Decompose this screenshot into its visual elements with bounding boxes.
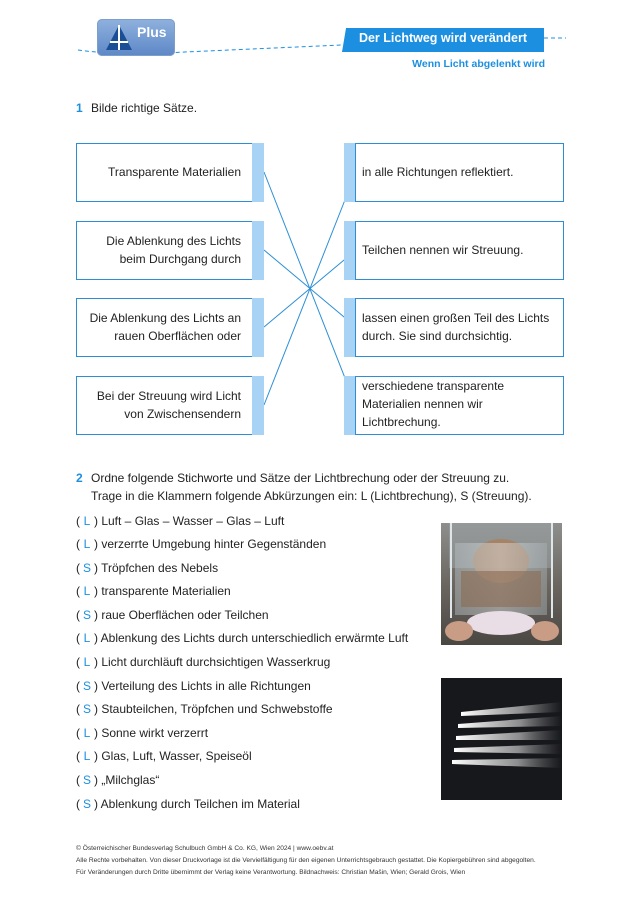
footer-rights: Alle Rechte vorbehalten. Von dieser Druckvorlage ist die Vervielfältigung für den eigenen Unterrichtsgebrauch gestattet. Die Kopiergebühren sind abgegolten. [76,857,536,864]
left-text-3: Die Ablenkung des Lichts an rauen Oberflächen oder [89,311,241,343]
right-text-2: Teilchen nennen wir Streuung. [362,243,524,257]
answer-code[interactable]: L [83,537,91,551]
left-text-2: Die Ablenkung des Lichts beim Durchgang durch [106,234,241,266]
answer-row-13: ( S ) Ablenkung durch Teilchen im Material [76,797,300,811]
answer-code[interactable]: L [83,726,91,740]
answer-row-5: ( S ) raue Oberflächen oder Teilchen [76,608,269,622]
answer-code[interactable]: S [82,797,91,811]
answer-row-10: ( L ) Sonne wirkt verzerrt [76,726,209,740]
answer-row-1: ( L ) Luft – Glas – Wasser – Glas – Luft [76,514,285,528]
task2-instruction-2: Trage in die Klammern folgende Abkürzungen ein: L (Lichtbrechung), S (Streuung). [91,489,532,503]
answer-row-2: ( L ) verzerrte Umgebung hinter Gegenständen [76,537,327,551]
answer-row-9: ( S ) Staubteilchen, Tröpfchen und Schwebstoffe [76,702,333,716]
answer-row-4: ( L ) transparente Materialien [76,584,231,598]
answer-code[interactable]: S [82,679,91,693]
answer-code[interactable]: L [83,584,91,598]
task1-number: 1 [76,101,83,115]
answer-row-7: ( L ) Licht durchläuft durchsichtigen Wasserkrug [76,655,331,669]
answer-row-12: ( S ) „Milchglas“ [76,773,160,787]
answer-row-8: ( S ) Verteilung des Lichts in alle Richtungen [76,679,311,693]
answer-code[interactable]: L [83,655,91,669]
footer-credits: Für Veränderungen durch Dritte übernimmt der Verlag keine Verantwortung. Bildnachweis: Christian Mašin, Wien; Gerald Grois, Wien [76,869,466,876]
answer-row-6: ( L ) Ablenkung des Lichts durch unterschiedlich erwärmte Luft [76,631,409,645]
logo-text: Plus [137,24,167,40]
left-text-1: Transparente Materialien [108,165,241,179]
photo-light-rays [441,678,562,800]
answer-code[interactable]: L [83,749,91,763]
left-text-4: Bei der Streuung wird Licht von Zwischensendern [96,389,241,421]
task1-instruction: Bilde richtige Sätze. [91,101,198,115]
right-text-1: in alle Richtungen reflektiert. [362,165,514,179]
page-subtitle: Wenn Licht abgelenkt wird [412,58,545,70]
footer-copyright: © Österreichischer Bundesverlag Schulbuch GmbH & Co. KG, Wien 2024 | www.oebv.at [76,845,334,852]
left-tab-1 [252,143,264,202]
photo-water-jug [441,523,562,645]
answer-code[interactable]: S [82,561,91,575]
answer-code[interactable]: S [82,608,91,622]
right-text-3: lassen einen großen Teil des Lichts durch. Sie sind durchsichtig. [362,311,550,343]
right-text-4: verschiedene transparente Materialien nennen wir Lichtbrechung. [362,379,505,429]
left-tab-3 [252,298,264,357]
answer-code[interactable]: L [83,631,91,645]
left-tab-2 [252,221,264,280]
answer-row-11: ( L ) Glas, Luft, Wasser, Speiseöl [76,749,252,763]
page-title: Der Lichtweg wird verändert [358,31,528,45]
task2-instruction-1: Ordne folgende Stichworte und Sätze der Lichtbrechung oder der Streuung zu. [91,471,510,485]
answer-row-3: ( S ) Tröpfchen des Nebels [76,561,219,575]
answer-code[interactable]: S [82,702,91,716]
answer-code[interactable]: S [82,773,91,787]
task2-number: 2 [76,471,83,485]
left-tab-4 [252,376,264,435]
answer-code[interactable]: L [83,514,91,528]
